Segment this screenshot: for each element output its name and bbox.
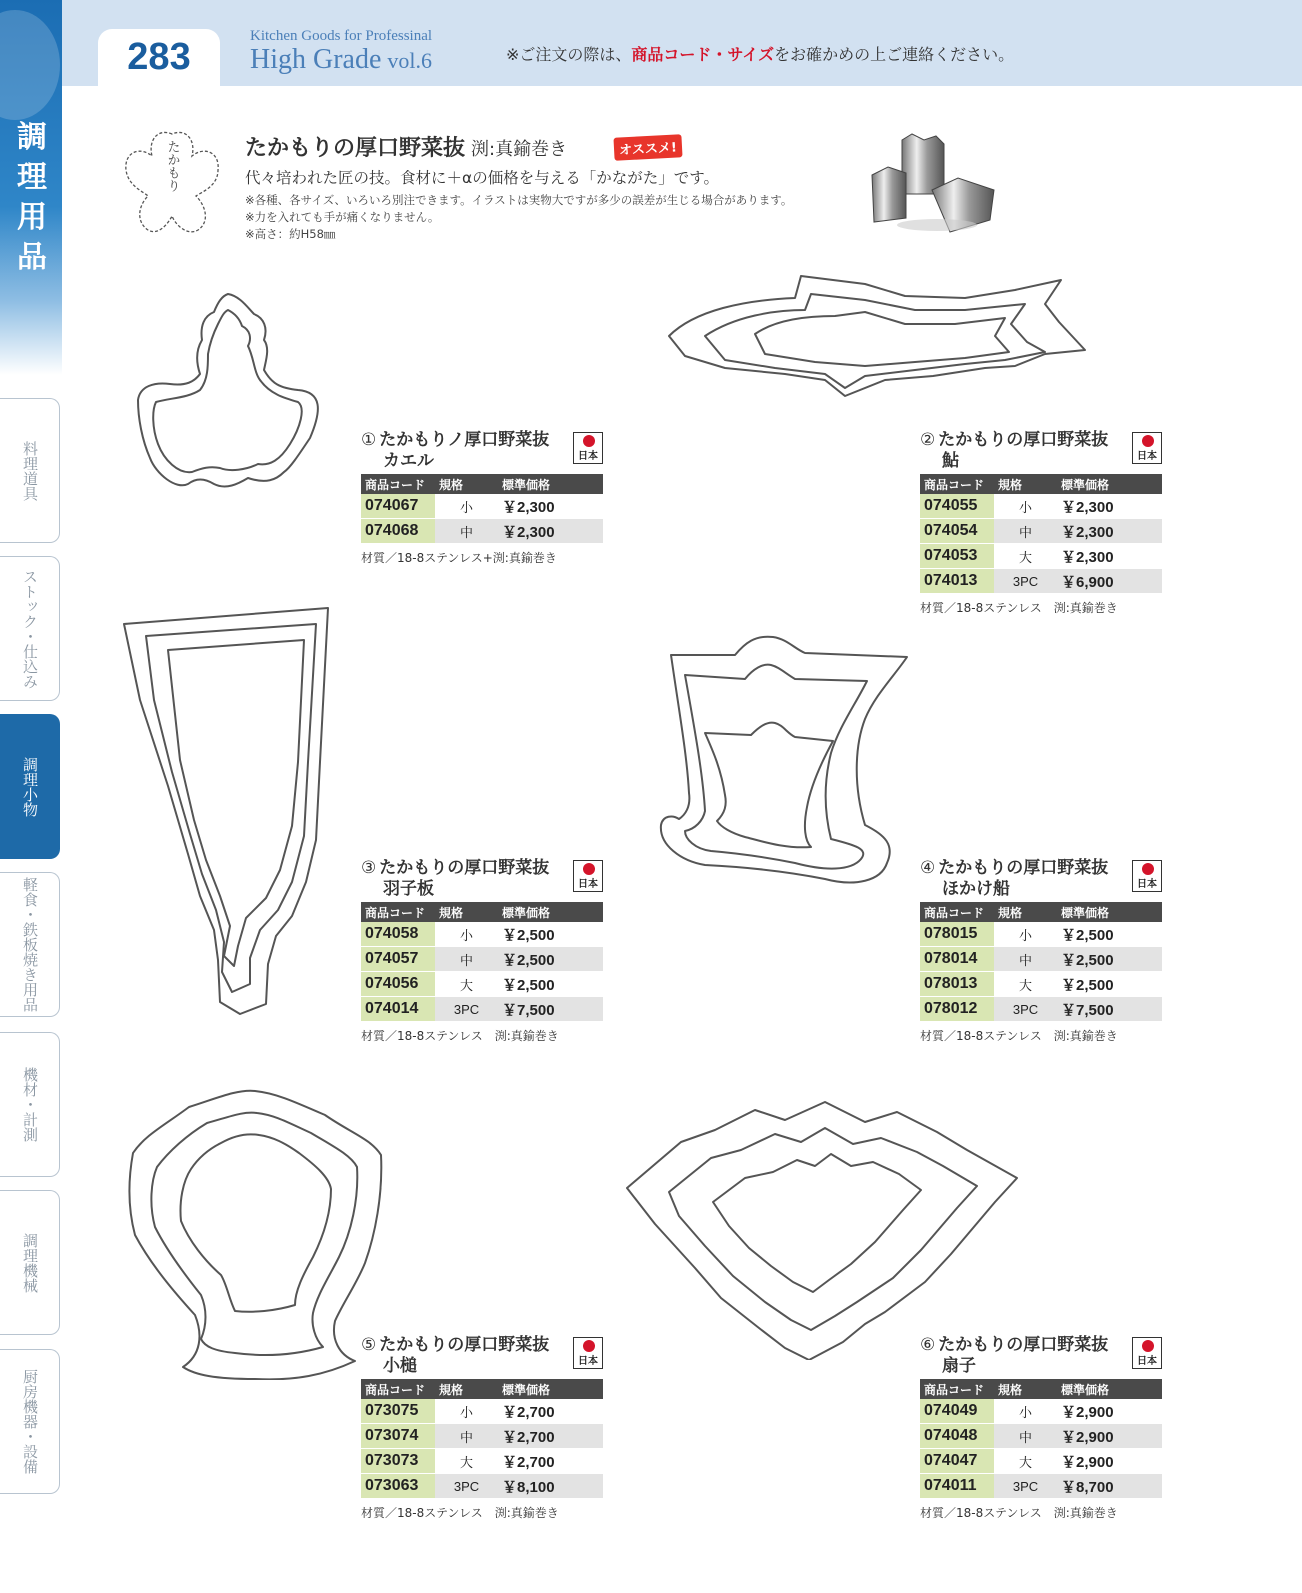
sidebar-tab-chubou-kiki[interactable]: 厨房機器・設備: [0, 1349, 60, 1494]
product-name: カエル: [383, 451, 434, 471]
table-row: [361, 1399, 603, 1424]
table-row: [920, 1399, 1162, 1424]
product-size: 大: [994, 1449, 1057, 1474]
made-in-japan-flag-icon: [573, 860, 603, 892]
flag-label: 日本: [1137, 451, 1157, 462]
product-price: ￥2,700: [498, 1424, 603, 1449]
table-row: [920, 947, 1162, 972]
product-number: ⑤: [361, 1335, 377, 1355]
spec-table: [920, 1379, 1162, 1499]
made-in-japan-flag-icon: [573, 1337, 603, 1369]
col-code: 商品コード: [920, 902, 994, 922]
col-price: 標準価格: [498, 474, 603, 494]
product-title: [920, 430, 1108, 472]
product-number: ⑥: [920, 1335, 936, 1355]
product-title-text: たかもりの厚口野菜抜: [379, 858, 550, 878]
product-code: 078015: [920, 922, 994, 947]
spec-table: [920, 474, 1162, 594]
product-code: 074055: [920, 494, 994, 519]
table-row: [920, 1474, 1162, 1499]
table-row: [920, 972, 1162, 997]
product-code: 074049: [920, 1399, 994, 1424]
product-code: 074048: [920, 1424, 994, 1449]
col-price: 標準価格: [498, 1379, 603, 1399]
product-size: 中: [994, 947, 1057, 972]
product-size: 3PC: [435, 997, 498, 1022]
flag-label: 日本: [578, 879, 598, 890]
product-price: ￥2,300: [498, 519, 603, 544]
sidebar-tab-stock[interactable]: ストック・仕込み: [0, 556, 60, 701]
shape-frog: [130, 288, 330, 498]
col-size: 規格: [994, 474, 1057, 494]
table-row: [361, 922, 603, 947]
product-code: 078012: [920, 997, 994, 1022]
product-size: 小: [435, 1399, 498, 1424]
flag-label: 日本: [578, 1356, 598, 1367]
product-code: 074058: [361, 922, 435, 947]
product-price: ￥2,900: [1057, 1449, 1162, 1474]
product-4-hokakebune: [920, 858, 1162, 1044]
col-price: 標準価格: [1057, 902, 1162, 922]
col-code: 商品コード: [361, 902, 435, 922]
order-note: [506, 42, 1014, 65]
product-size: 中: [435, 1424, 498, 1449]
table-row: [361, 997, 603, 1022]
product-size: 3PC: [435, 1474, 498, 1499]
made-in-japan-flag-icon: [1132, 860, 1162, 892]
product-price: ￥2,300: [1057, 544, 1162, 569]
product-title: [361, 430, 549, 472]
col-price: 標準価格: [1057, 474, 1162, 494]
product-size: 大: [435, 1449, 498, 1474]
product-code: 074056: [361, 972, 435, 997]
product-2-ayu: [920, 430, 1162, 616]
intro-note-3: ※高さ：約H58㎜: [245, 227, 336, 241]
product-size: 中: [994, 519, 1057, 544]
product-size: 中: [994, 1424, 1057, 1449]
shape-hagoita: [120, 600, 335, 1020]
product-code: 074013: [920, 569, 994, 594]
product-title: [920, 1335, 1108, 1377]
product-code: 073075: [361, 1399, 435, 1424]
product-size: 大: [994, 972, 1057, 997]
brand-title: [250, 44, 432, 76]
product-code: 073073: [361, 1449, 435, 1474]
product-size: 小: [994, 1399, 1057, 1424]
sidebar: [0, 0, 62, 1593]
product-6-sensu: [920, 1335, 1162, 1521]
product-size: 3PC: [994, 1474, 1057, 1499]
product-price: ￥2,300: [498, 494, 603, 519]
product-price: ￥2,500: [1057, 922, 1162, 947]
intro-note-2: ※力を入れても手が痛くなりません。: [245, 210, 440, 224]
made-in-japan-flag-icon: [1132, 432, 1162, 464]
intro-title-text: たかもりの厚口野菜抜: [245, 136, 466, 161]
product-title-text: たかもりの厚口野菜抜: [938, 430, 1109, 450]
material-note: 材質／18-8ステンレス+渕:真鍮巻き: [361, 551, 557, 565]
product-1-frog: [361, 430, 603, 566]
shape-sensu: [625, 1098, 1023, 1360]
table-row: [920, 519, 1162, 544]
order-note-suffix: をお確かめの上ご連絡ください。: [774, 45, 1015, 64]
table-row: [361, 494, 603, 519]
product-size: 大: [435, 972, 498, 997]
product-code: 073074: [361, 1424, 435, 1449]
product-number: ①: [361, 430, 377, 450]
col-size: 規格: [994, 902, 1057, 922]
table-row: [920, 997, 1162, 1022]
product-title: [361, 858, 549, 900]
table-row: [361, 519, 603, 544]
product-price: ￥2,500: [1057, 947, 1162, 972]
product-code: 074053: [920, 544, 994, 569]
table-row: [361, 972, 603, 997]
table-row: [361, 1424, 603, 1449]
spec-table: [361, 1379, 603, 1499]
material-note: 材質／18-8ステンレス 渕:真鍮巻き: [920, 601, 1118, 615]
sidebar-category-title: 調理用品: [17, 120, 47, 275]
table-row: [920, 1424, 1162, 1449]
product-price: ￥2,900: [1057, 1424, 1162, 1449]
page-number: 283: [98, 29, 220, 86]
product-price: ￥2,900: [1057, 1399, 1162, 1424]
order-note-prefix: ※ご注文の際は、: [506, 45, 632, 64]
product-code: 073063: [361, 1474, 435, 1499]
made-in-japan-flag-icon: [1132, 1337, 1162, 1369]
spec-table: [361, 474, 603, 544]
col-size: 規格: [435, 902, 498, 922]
table-row: [920, 569, 1162, 594]
product-3-hagoita: [361, 858, 603, 1044]
product-price: ￥2,700: [498, 1399, 603, 1424]
product-5-kozuchi: [361, 1335, 603, 1521]
takamori-logo: [118, 126, 226, 238]
product-name: 扇子: [942, 1356, 976, 1376]
product-price: ￥2,500: [498, 922, 603, 947]
product-price: ￥2,500: [498, 947, 603, 972]
product-price: ￥7,500: [498, 997, 603, 1022]
made-in-japan-flag-icon: [573, 432, 603, 464]
material-note: 材質／18-8ステンレス 渕:真鍮巻き: [920, 1029, 1118, 1043]
product-code: 074047: [920, 1449, 994, 1474]
product-name: 羽子板: [383, 879, 434, 899]
col-price: 標準価格: [498, 902, 603, 922]
table-row: [361, 1474, 603, 1499]
sidebar-tab-chouri-komono[interactable]: 調理小物: [0, 714, 60, 859]
product-code: 078013: [920, 972, 994, 997]
sidebar-tab-kizai[interactable]: 機材・計測: [0, 1032, 60, 1177]
table-row: [920, 494, 1162, 519]
col-price: 標準価格: [1057, 1379, 1162, 1399]
shape-ayu: [665, 270, 1090, 400]
product-size: 3PC: [994, 997, 1057, 1022]
brand-subtitle: Kitchen Goods for Professinal: [250, 28, 433, 44]
flag-label: 日本: [1137, 879, 1157, 890]
col-code: 商品コード: [361, 1379, 435, 1399]
product-size: 小: [435, 922, 498, 947]
sidebar-tab-keishoku[interactable]: 軽食・鉄板焼き用品: [0, 872, 60, 1017]
col-size: 規格: [994, 1379, 1057, 1399]
product-title-text: たかもりノ厚口野菜抜: [379, 430, 550, 450]
product-title-text: たかもりの厚口野菜抜: [938, 858, 1109, 878]
table-row: [361, 947, 603, 972]
product-photo: [862, 130, 1002, 240]
product-code: 074011: [920, 1474, 994, 1499]
product-title-text: たかもりの厚口野菜抜: [938, 1335, 1109, 1355]
col-code: 商品コード: [920, 1379, 994, 1399]
product-title: [361, 1335, 549, 1377]
table-row: [361, 1449, 603, 1474]
shape-hokakebune: [655, 635, 915, 890]
product-code: 074067: [361, 494, 435, 519]
product-name: 小槌: [383, 1356, 417, 1376]
product-code: 074057: [361, 947, 435, 972]
product-number: ④: [920, 858, 936, 878]
product-price: ￥8,700: [1057, 1474, 1162, 1499]
product-price: ￥2,500: [498, 972, 603, 997]
product-price: ￥2,700: [498, 1449, 603, 1474]
table-row: [920, 1449, 1162, 1474]
col-code: 商品コード: [920, 474, 994, 494]
col-size: 規格: [435, 474, 498, 494]
flag-label: 日本: [1137, 1356, 1157, 1367]
material-note: 材質／18-8ステンレス 渕:真鍮巻き: [920, 1506, 1118, 1520]
product-price: ￥2,500: [1057, 972, 1162, 997]
product-code: 074054: [920, 519, 994, 544]
product-size: 小: [435, 494, 498, 519]
product-price: ￥2,300: [1057, 494, 1162, 519]
material-note: 材質／18-8ステンレス 渕:真鍮巻き: [361, 1506, 559, 1520]
col-size: 規格: [435, 1379, 498, 1399]
shape-kozuchi: [125, 1085, 385, 1380]
product-size: 小: [994, 494, 1057, 519]
product-number: ③: [361, 858, 377, 878]
intro-title: [245, 131, 567, 162]
spec-table: [361, 902, 603, 1022]
product-code: 078014: [920, 947, 994, 972]
product-name: ほかけ船: [942, 879, 1010, 899]
product-size: 中: [435, 519, 498, 544]
product-size: 大: [994, 544, 1057, 569]
order-note-highlight: 商品コード・サイズ: [631, 45, 775, 64]
product-price: ￥6,900: [1057, 569, 1162, 594]
product-size: 小: [994, 922, 1057, 947]
sidebar-tab-ryouri-dougu[interactable]: 料理道具: [0, 398, 60, 543]
spec-table: [920, 902, 1162, 1022]
product-size: 中: [435, 947, 498, 972]
intro-tagline: 代々培われた匠の技。食材に＋αの価格を与える「かながた」です。: [245, 169, 719, 187]
svg-text:たかもり: たかもり: [164, 140, 180, 192]
product-code: 074014: [361, 997, 435, 1022]
recommended-badge: オススメ!: [613, 134, 682, 161]
flag-label: 日本: [578, 451, 598, 462]
intro-title-sub: 渕:真鍮巻き: [471, 139, 568, 160]
product-price: ￥8,100: [498, 1474, 603, 1499]
brand-volume: vol.6: [387, 48, 433, 73]
brand-title-text: High Grade: [250, 44, 382, 75]
sidebar-ornament: [0, 10, 60, 120]
product-title: [920, 858, 1108, 900]
product-price: ￥2,300: [1057, 519, 1162, 544]
product-title-text: たかもりの厚口野菜抜: [379, 1335, 550, 1355]
table-row: [920, 922, 1162, 947]
product-price: ￥7,500: [1057, 997, 1162, 1022]
product-size: 3PC: [994, 569, 1057, 594]
table-row: [920, 544, 1162, 569]
product-number: ②: [920, 430, 936, 450]
material-note: 材質／18-8ステンレス 渕:真鍮巻き: [361, 1029, 559, 1043]
sidebar-tab-chouri-kikai[interactable]: 調理機械: [0, 1190, 60, 1335]
intro-note-1: ※各種、各サイズ、いろいろ別注できます。イラストは実物大ですが多少の誤差が生じる場合があります。: [245, 193, 793, 207]
product-code: 074068: [361, 519, 435, 544]
col-code: 商品コード: [361, 474, 435, 494]
product-name: 鮎: [942, 451, 959, 471]
